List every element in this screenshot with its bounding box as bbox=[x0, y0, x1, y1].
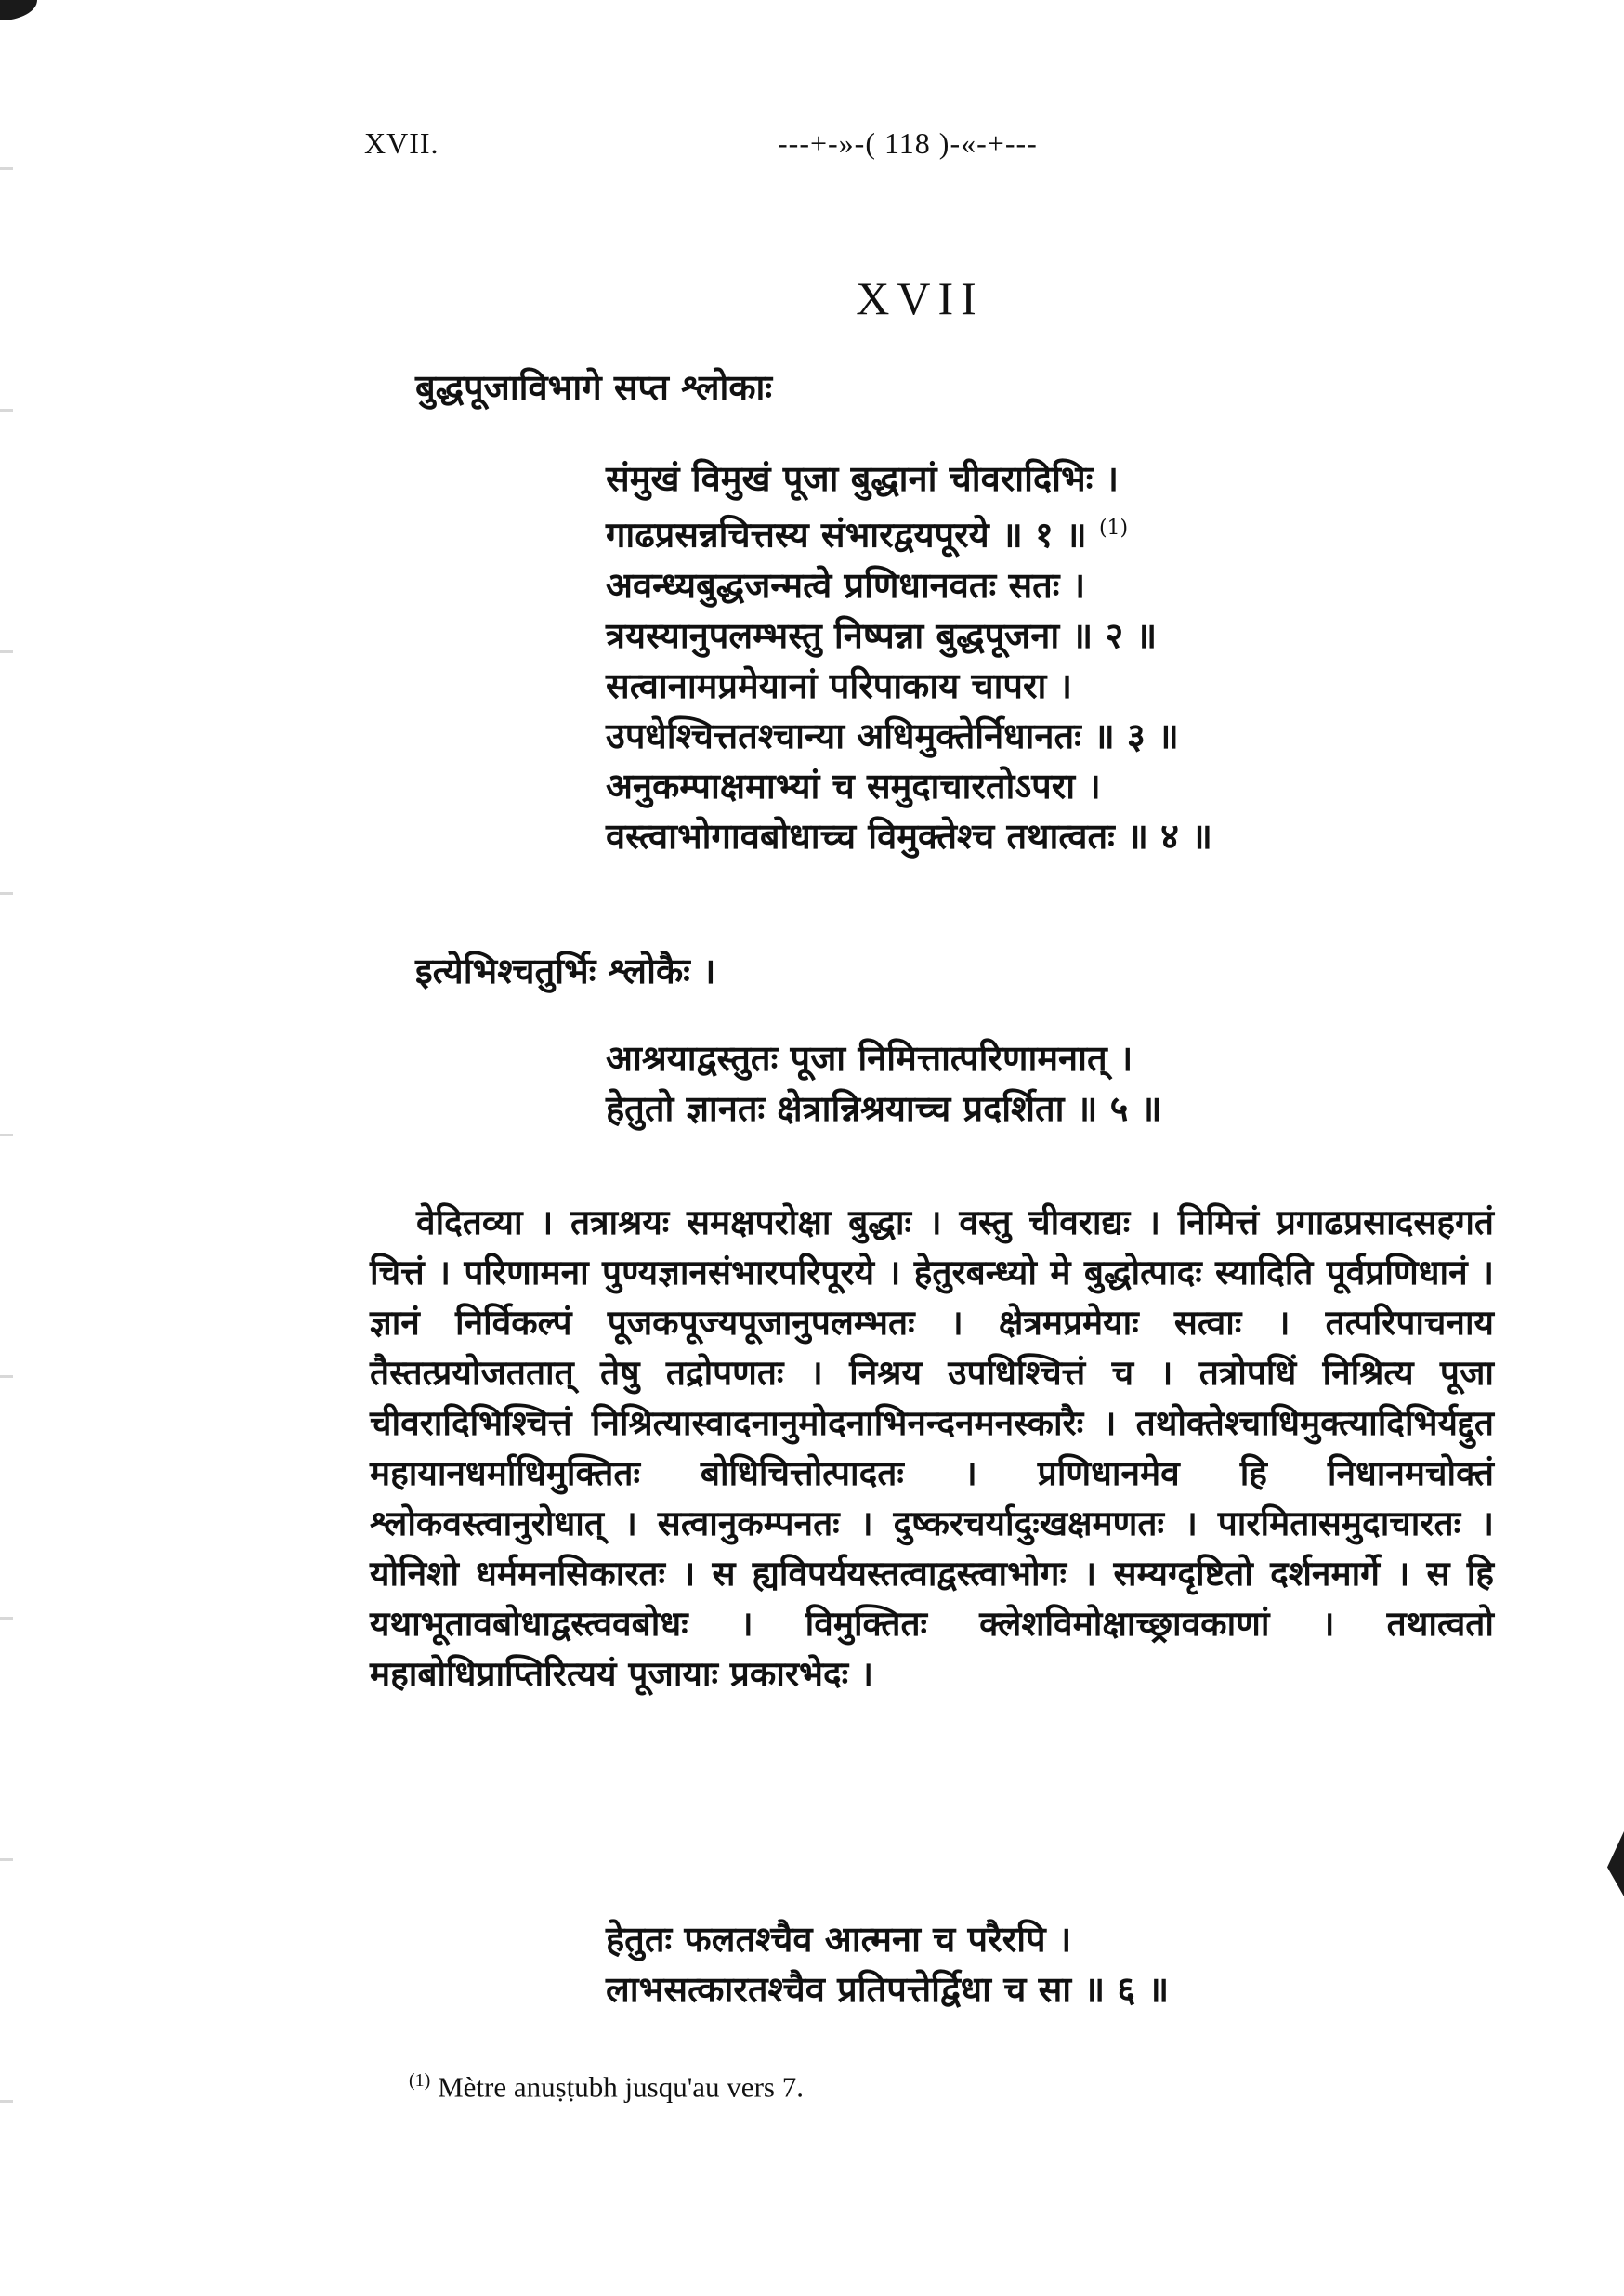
footnote-text: Mètre anuṣṭubh jusqu'au vers 7. bbox=[438, 2070, 804, 2104]
verse-line: अनुकम्पाक्षमाभ्यां च समुदाचारतोऽपरा । bbox=[606, 764, 1101, 807]
verse-line: गाढप्रसन्नचित्तस्य संभारद्वयपूरये ॥ १ ॥ $^{(1)}$ bbox=[606, 513, 1129, 556]
commentary-paragraph: वेदितव्या । तत्राश्रयः समक्षपरोक्षा बुद्धाः । वस्तु चीवराद्यः । निमित्तं प्रगाढप्रसादसहगतं चित्तं । परिणामना पुण्यज्ञानसंभारपरिपूरये । हेतुरबन्ध्यो मे बुद्धोत्पादः स्यादिति पूर्वप्रणिधानं । ज्ञानं निर्विकल्पं पूजकपूज्यपूजानुपलम्भतः । क्षेत्रमप्रमेयाः सत्वाः । तत्परिपाचनाय तैस्तत्प्रयोजततात् तेषु तद्रोपणतः । निश्रय उपधिश्चित्तं च । तत्रोपधिं निश्रित्य पूजा चीवरादिभिश्चित्तं निश्रित्यास्वादनानुमोदनाभिनन्दनमनस्कारैः । तथोक्तेश्चाधिमुक्त्यादिभिर्यद्दुत महायानधर्माधिमुक्तितः बोधिचित्तोत्पादतः । प्रणिधानमेव हि निधानमचोक्तं श्लोकवस्त्वानुरोधात् । सत्वानुकम्पनतः । दुष्करचर्यादुःखक्षमणतः । पारमितासमुदाचारतः । योनिशो धर्ममनसिकारतः । स ह्यविपर्ययस्तत्वाद्वस्त्वाभोगः । सम्यग्दृष्टितो दर्शनमार्गे । स हि यथाभूतावबोधाद्वस्त्ववबोधः । विमुक्तितः क्लेशविमोक्षाच्छ्रावकाणां । तथात्वतो महाबोधिप्राप्तिरित्ययं पूजायाः प्रकारभेदः । bbox=[370, 1201, 1494, 1694]
verse-line: हेतुतः फलतश्चैव आत्मना च परैरपि । bbox=[606, 1918, 1072, 1960]
verse-line: उपधेश्चित्ततश्चान्या अधिमुक्तेर्निधानतः ॥ ३ ॥ bbox=[606, 714, 1179, 756]
intro-line-1: बुद्धपूजाविभागे सप्त श्लोकाः bbox=[415, 366, 773, 408]
intro-line-2: इत्येभिश्चतुर्भिः श्लोकैः । bbox=[415, 950, 716, 991]
footnote bbox=[409, 2070, 804, 2104]
verse-line: आश्रयाद्वस्तुतः पूजा निमित्तात्परिणामनात् । bbox=[606, 1037, 1133, 1079]
verse-line: वस्त्वाभोगावबोधाच्च विमुक्तेश्च तथात्वतः ॥ ४ ॥ bbox=[606, 814, 1212, 857]
running-head bbox=[364, 126, 1061, 164]
verse-line: सत्वानामप्रमेयानां परिपाकाय चापरा । bbox=[606, 663, 1073, 706]
verse-line: हेतुतो ज्ञानतः क्षेत्रान्निश्रयाच्च प्रदर्शिता ॥ ५ ॥ bbox=[606, 1087, 1162, 1129]
verse-block-1 bbox=[606, 453, 1212, 861]
running-head-page-number: ---+-»-( 118 )-«-+--- bbox=[778, 126, 1038, 160]
footnote-marker: (1) bbox=[1098, 517, 1129, 540]
verse-block-3 bbox=[606, 1914, 1169, 2014]
scan-corner-artifact-bottom bbox=[1607, 1831, 1624, 1896]
scan-edge-artifact bbox=[0, 0, 13, 2296]
verse-line: अवन्ध्यबुद्धजन्मत्वे प्रणिधानवतः सतः । bbox=[606, 563, 1086, 606]
chapter-title: XVII bbox=[856, 272, 984, 324]
verse-block-2 bbox=[606, 1033, 1161, 1134]
verse-line: त्रयस्यानुपलम्भस्तु निष्पन्ना बुद्धपूजना ॥ २ ॥ bbox=[606, 613, 1158, 656]
footnote-number: (1) bbox=[409, 2070, 431, 2091]
running-head-chapter: XVII. bbox=[364, 126, 439, 160]
verse-line: लाभसत्कारतश्चैव प्रतिपत्तेर्द्विधा च सा ॥ ६ ॥ bbox=[606, 1968, 1170, 2010]
scan-corner-artifact bbox=[0, 0, 37, 20]
verse-line: संमुखं विमुखं पूजा बुद्धानां चीवरादिभिः । bbox=[606, 457, 1120, 499]
